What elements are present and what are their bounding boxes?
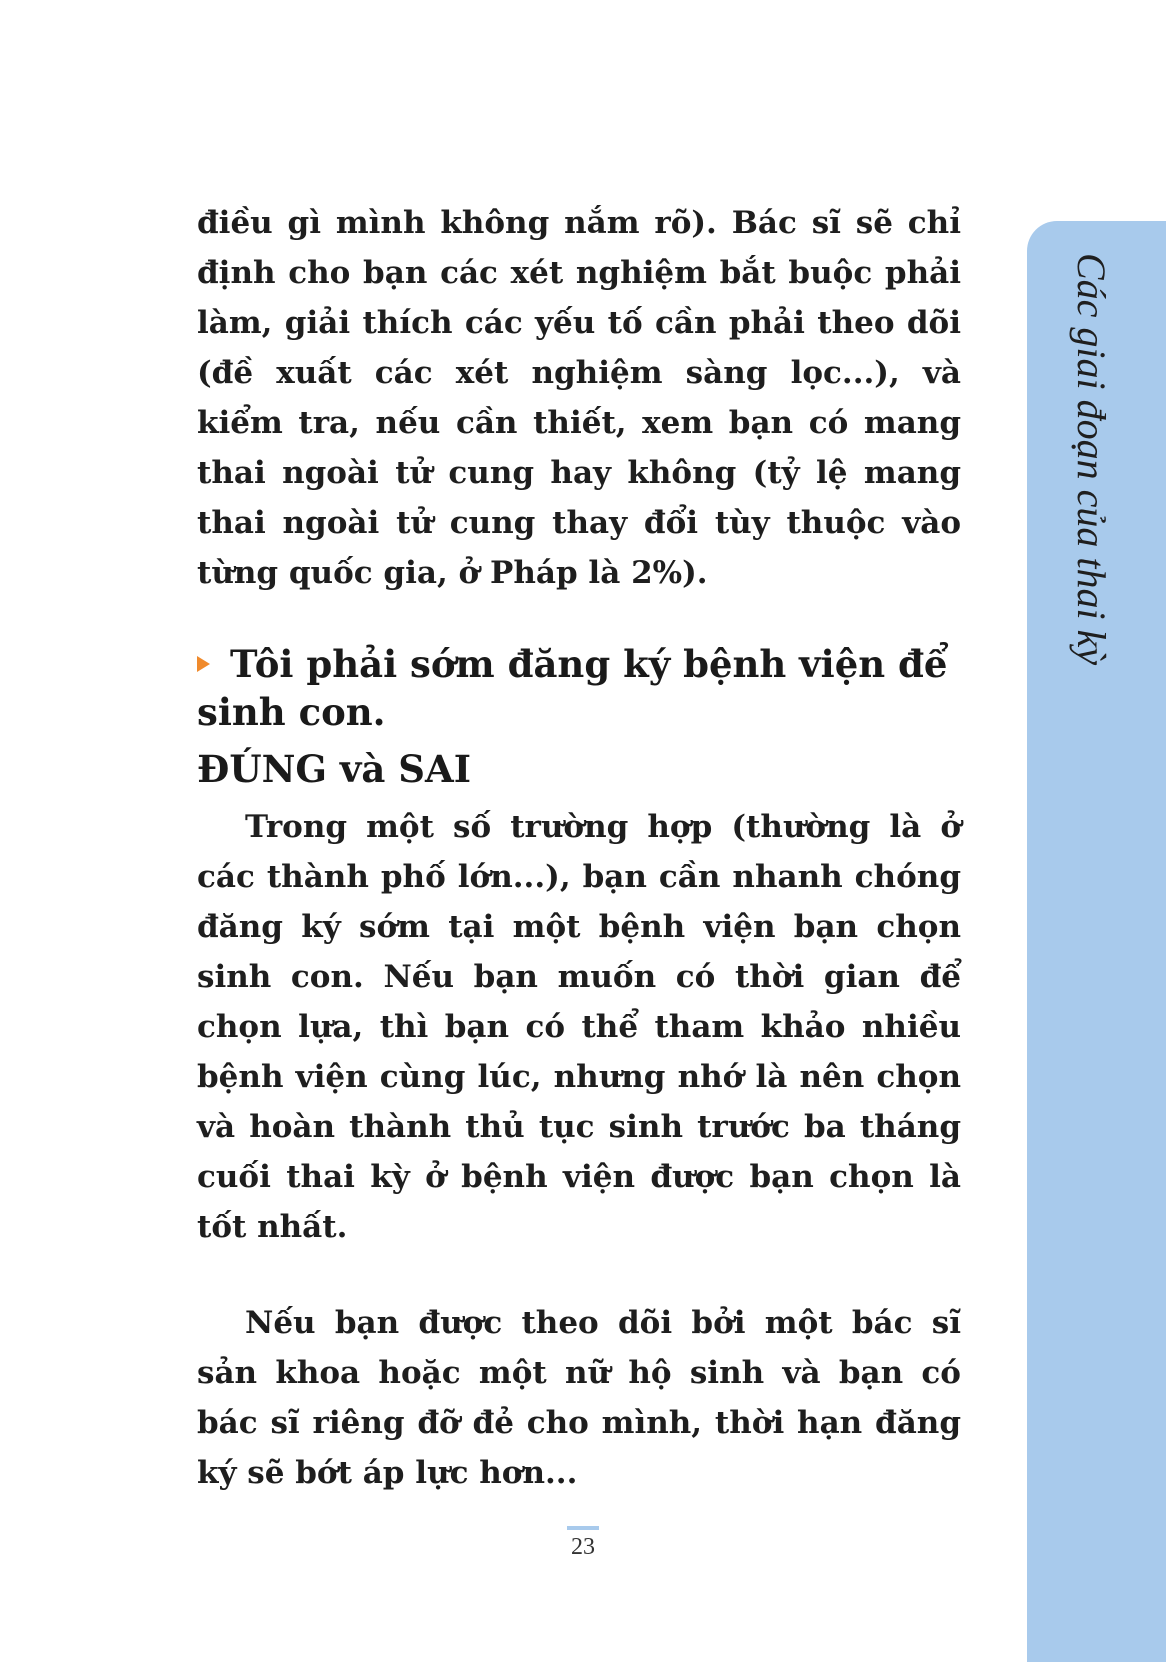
page-number-rule [567,1526,599,1530]
arrow-bullet-icon [197,656,210,672]
paragraph-3: Nếu bạn được theo dõi bởi một bác sĩ sản khoa hoặc một nữ hộ sinh và bạn có bác sĩ riêng đỡ đẻ cho mình, thời hạn đăng ký sẽ bớt áp lực hơn... [197,1305,961,1491]
paragraph-2: Trong một số trường hợp (thường là ở các thành phố lớn...), bạn cần nhanh chóng đăng ký sớm tại một bệnh viện bạn chọn sinh con. Nếu bạn muốn có thời gian để chọn lựa, thì bạn có thể tham khảo nhiều bệnh viện cùng lúc, nhưng nhớ là nên chọn và hoàn thành thủ tục sinh trước ba tháng cuối thai kỳ ở bệnh viện được bạn chọn là tốt nhất. [197,809,961,1245]
paragraph-gap [197,1252,961,1298]
paragraph-1: điều gì mình không nắm rõ). Bác sĩ sẽ chỉ định cho bạn các xét nghiệm bắt buộc phải làm, giải thích các yếu tố cần phải theo dõi (đề xuất các xét nghiệm sàng lọc...), và kiểm tra, nếu cần thiết, xem bạn có mang thai ngoài tử cung hay không (tỷ lệ mang thai ngoài tử cung thay đổi tùy thuộc vào từng quốc gia, ở Pháp là 2%). [197,205,961,591]
section-heading [197,640,961,736]
chapter-title: Các giai đoạn của thai kỳ [1069,253,1114,666]
page-footer [553,1526,613,1561]
section-heading-text: Tôi phải sớm đăng ký bệnh viện để sinh con. [197,642,948,734]
answer-label: ĐÚNG và SAI [197,747,471,791]
page-content [197,198,961,1498]
page-number: 23 [571,1534,595,1560]
